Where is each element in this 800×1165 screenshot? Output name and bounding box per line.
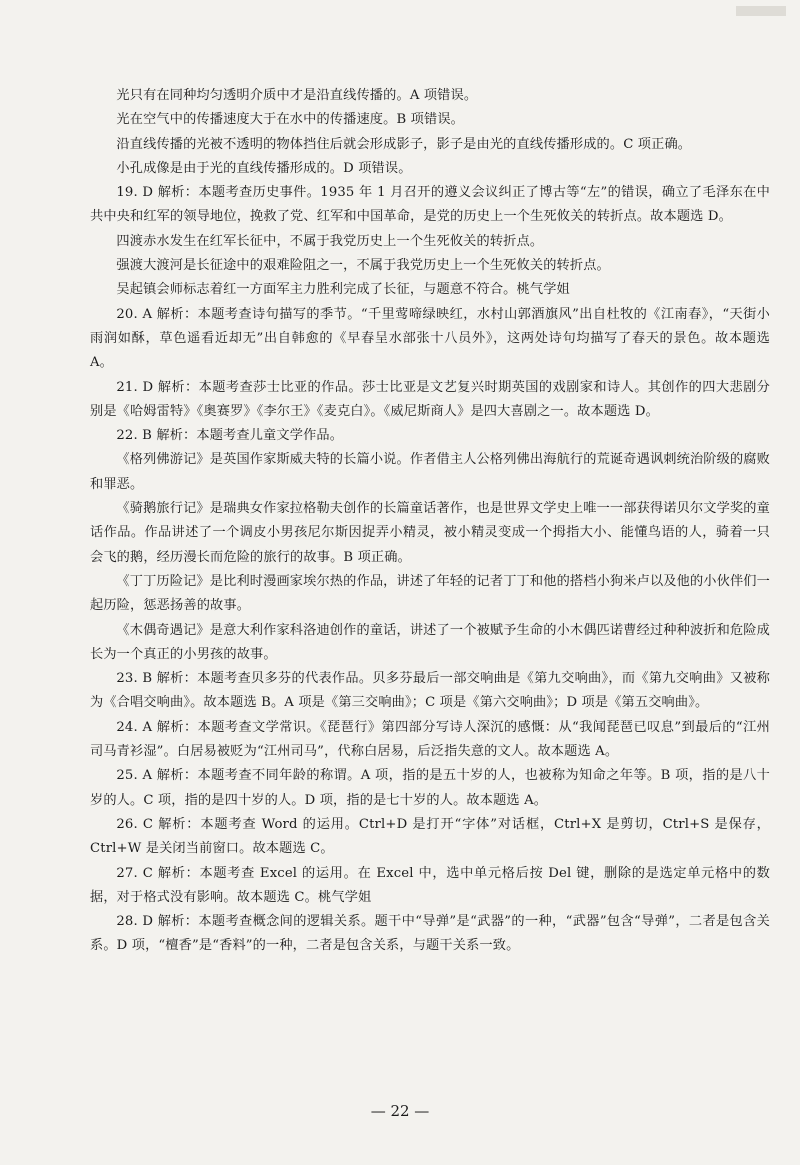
question-number: 19.	[116, 185, 138, 201]
paragraph-b: 光在空气中的传播速度大于在水中的传播速度。B 项错误。	[116, 112, 465, 128]
analysis-label: 解析：	[156, 428, 197, 444]
question-26	[90, 813, 770, 862]
q22-note-4: 《木偶奇遇记》是意大利作家科洛迪创作的童话，讲述了一个被赋予生命的小木偶匹诺曹经过种种波折和危险成长为一个真正的小男孩的故事。	[90, 622, 770, 662]
question-21	[90, 376, 770, 425]
question-text: 本题考查诗句描写的季节。“千里莺啼绿映红，水村山郭酒旗风”出自杜牧的《江南春》，“天街小雨润如酥，草色遥看近却无”出自韩愈的《早春呈水部张十八员外》，这两处诗句均描写了春天的景色。故本题选 A。	[90, 306, 771, 371]
question-text: 本题考查 Excel 的运用。在 Excel 中，选中单元格后按 Del 键，删除的是选定单元格中的数据，对于格式没有影响。故本题选 C。桃气学姐	[90, 865, 771, 905]
question-text: 本题考查莎士比亚的作品。莎士比亚是文艺复兴时期英国的戏剧家和诗人。其创作的四大悲剧分别是《哈姆雷特》《奥赛罗》《李尔王》《麦克白》。《威尼斯商人》是四大喜剧之一。故本题选 D。	[90, 379, 771, 419]
analysis-label: 解析：	[157, 379, 199, 395]
analysis-label: 解析：	[156, 671, 198, 687]
question-22	[90, 424, 770, 448]
question-number: 25.	[116, 768, 138, 784]
q19-note-2: 强渡大渡河是长征途中的艰难险阻之一，不属于我党历史上一个生死攸关的转折点。	[116, 258, 610, 274]
page-number: — 22 —	[370, 1102, 430, 1120]
question-text: 本题考查 Word 的运用。Ctrl+D 是打开“字体”对话框，Ctrl+X 是剪切，Ctrl+S 是保存，Ctrl+W 是关闭当前窗口。故本题选 C。	[90, 816, 771, 857]
analysis-label: 解析：	[158, 816, 201, 832]
analysis-label: 解析：	[156, 306, 198, 322]
question-23	[90, 667, 770, 716]
analysis-label: 解析：	[157, 914, 199, 930]
q22-note-2: 《骑鹅旅行记》是瑞典女作家拉格勒夫创作的长篇童话著作，也是世界文学史上唯一一部获得诺贝尔文学奖的童话作品。作品讲述了一个调皮小男孩尼尔斯因捉弄小精灵，被小精灵变成一个拇指大小、能懂鸟语的人，骑着一只会飞的鹅，经历漫长而危险的旅行的故事。B 项正确。	[90, 501, 770, 565]
question-27	[90, 862, 770, 911]
answer-letter: A	[142, 768, 153, 784]
question-24	[90, 716, 770, 765]
question-number: 27.	[116, 865, 138, 881]
answer-letter: D	[142, 379, 154, 395]
answer-letter: B	[142, 428, 153, 444]
analysis-label: 解析：	[156, 768, 198, 784]
scan-corner-mark	[736, 6, 786, 16]
question-text: 本题考查贝多芬的代表作品。贝多芬最后一部交响曲是《第九交响曲》，而《第九交响曲》又被称为《合唱交响曲》。故本题选 B。A 项是《第三交响曲》；C 项是《第六交响曲》；D 项是《第五交响曲》。	[90, 671, 771, 711]
question-number: 28.	[116, 914, 138, 930]
analysis-label: 解析：	[156, 719, 198, 735]
q19-note-1: 四渡赤水发生在红军长征中，不属于我党历史上一个生死攸关的转折点。	[116, 233, 544, 249]
page-content	[90, 84, 770, 959]
paragraph-a: 光只有在同种均匀透明介质中才是沿直线传播的。A 项错误。	[116, 88, 478, 103]
answer-letter: B	[142, 671, 153, 687]
question-number: 22.	[116, 428, 138, 444]
question-number: 26.	[116, 816, 138, 832]
question-number: 21.	[116, 379, 138, 395]
question-number: 24.	[116, 719, 138, 735]
q22-note-1: 《格列佛游记》是英国作家斯威夫特的长篇小说。作者借主人公格列佛出海航行的荒诞奇遇讽刺统治阶级的腐败和罪恶。	[90, 452, 770, 492]
paragraph-d: 小孔成像是由于光的直线传播形成的。D 项错误。	[116, 160, 412, 176]
question-text: 本题考查历史事件。1935 年 1 月召开的遵义会议纠正了博古等“左”的错误，确立了毛泽东在中共中央和红军的领导地位，挽救了党、红军和中国革命，是党的历史上一个生死攸关的转折点。故本题选 D。	[90, 185, 771, 225]
question-text: 本题考查儿童文学作品。	[196, 428, 344, 444]
analysis-label: 解析：	[157, 865, 200, 881]
answer-letter: A	[142, 719, 153, 735]
answer-letter: C	[142, 865, 153, 881]
question-25	[90, 764, 770, 813]
question-text: 本题考查概念间的逻辑关系。题干中“导弹”是“武器”的一种，“武器”包含“导弹”，二者是包含关系。D 项，“檀香”是“香料”的一种，二者是包含关系，与题干关系一致。	[90, 914, 771, 954]
q19-note-3: 吴起镇会师标志着红一方面军主力胜利完成了长征，与题意不符合。桃气学姐	[116, 282, 570, 298]
paragraph-c: 沿直线传播的光被不透明的物体挡住后就会形成影子，影子是由光的直线传播形成的。C 项正确。	[116, 136, 692, 152]
question-28	[90, 910, 770, 959]
answer-letter: D	[142, 914, 154, 930]
question-number: 20.	[116, 306, 138, 322]
answer-letter: A	[142, 306, 153, 322]
question-20	[90, 303, 770, 376]
answer-letter: C	[142, 816, 154, 832]
question-text: 本题考查文学常识。《琵琶行》第四部分写诗人深沉的感慨：从“我闻琵琶已叹息”到最后的“江州司马青衫湿”。白居易被贬为“江州司马”，代称白居易，后泛指失意的文人。故本题选 A。	[90, 719, 771, 760]
question-number: 23.	[116, 671, 138, 687]
question-19	[90, 181, 770, 230]
question-text: 本题考查不同年龄的称谓。A 项，指的是五十岁的人，也被称为知命之年等。B 项，指的是八十岁的人。C 项，指的是四十岁的人。D 项，指的是七十岁的人。故本题选 A。	[90, 768, 771, 808]
analysis-label: 解析：	[157, 185, 199, 201]
q22-note-3: 《丁丁历险记》是比利时漫画家埃尔热的作品，讲述了年轻的记者丁丁和他的搭档小狗米卢以及他的小伙伴们一起历险，惩恶扬善的故事。	[90, 573, 770, 614]
answer-letter: D	[142, 185, 154, 201]
